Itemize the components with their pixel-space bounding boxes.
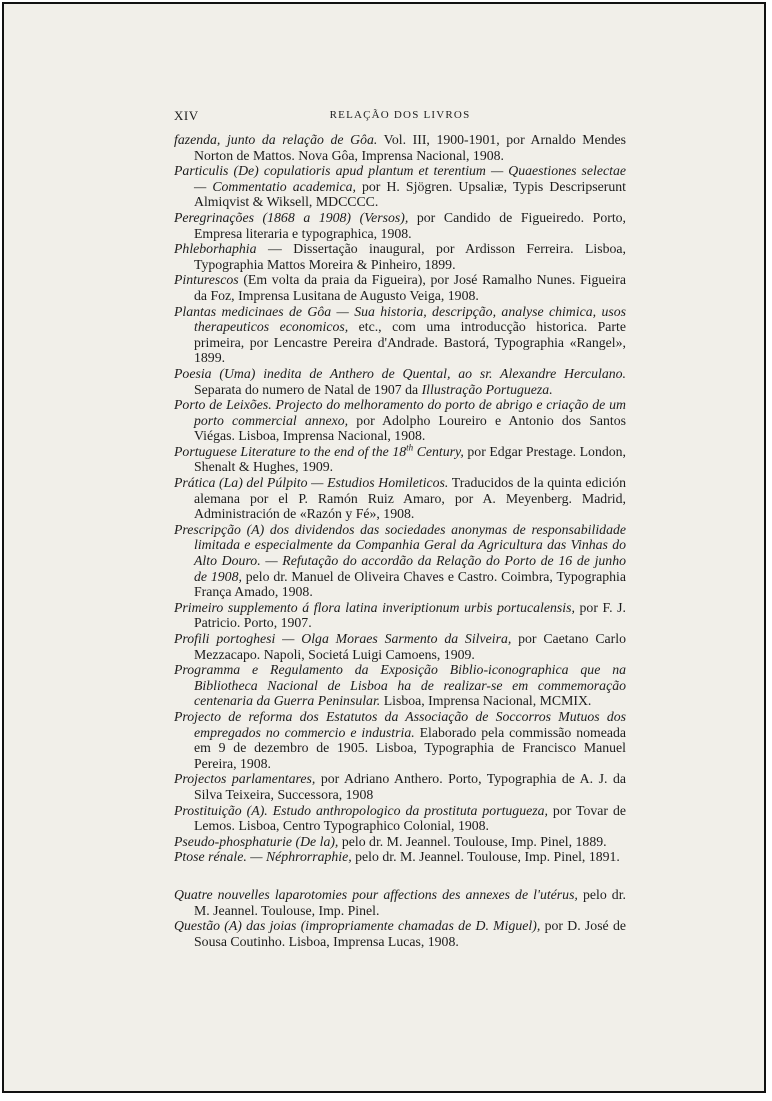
entry-details: etc., com uma introducção historica. Parte primeira, por Lencastre Pereira d'Andrade. Bastorá, Typographia «Rangel», 1899. — [194, 319, 626, 366]
entry-title: Primeiro supplemento á flora latina inveriptionum urbis portucalensis, — [174, 599, 575, 615]
page-number: XIV — [174, 108, 199, 123]
entry-title: Prostituição (A). Estudo anthropologico da prostituta portugueza, — [174, 802, 548, 818]
entry-title: Ptose rénale. — Néphrorraphie, — [174, 849, 352, 865]
entry-details: por Tovar de Lemos. Lisboa, Centro Typographico Colonial, 1908. — [194, 802, 626, 834]
entry-details: — Dissertação inaugural, por Ardisson Ferreira. Lisboa, Typographia Mattos Moreira & Pinheiro, 1899. — [194, 241, 626, 272]
entry-title: fazenda, junto da relação de Gôa. — [174, 132, 378, 147]
bibliography-entry — [174, 709, 626, 771]
entry-details: por H. Sjögren. Upsaliæ, Typis Descripserunt Almiqvist & Wiksell, MDCCCC. — [194, 178, 626, 210]
entry-title: Projecto de reforma dos Estatutos da Associação de Soccorros Mutuos dos empregados no commercio e industria. — [174, 708, 626, 740]
entry-title: Particulis (De) copulatioris apud plantum et terentium — Quaestiones selectae — Commentatio academica, — [174, 163, 626, 194]
entry-title: Poesia (Uma) inedita de Anthero de Quental, ao sr. Alexandre Herculano. — [174, 365, 626, 381]
book-page — [2, 2, 766, 1093]
entry-details: por Adriano Anthero. Porto, Typographia de A. J. da Silva Teixeira, Successora, 1908 — [194, 771, 626, 802]
entry-title: Peregrinações (1868 a 1908) (Versos), — [174, 209, 409, 225]
entry-details: pelo dr. M. Jeannel. Toulouse, Imp. Pinel, 1889. — [338, 833, 607, 849]
bibliography-entry — [174, 522, 626, 600]
bibliography-entry — [174, 132, 626, 163]
entry-details: pelo dr. M. Jeannel. Toulouse, Imp. Pinel. — [194, 886, 626, 918]
bibliography-entry — [174, 631, 626, 662]
entry-title: Prática (La) del Púlpito — Estudios Homileticos. — [174, 475, 449, 491]
bibliography-entry — [174, 475, 626, 522]
entry-details: por Edgar Prestage. London, Shenalt & Hughes, 1909. — [194, 443, 626, 475]
entry-details: Lisboa, Imprensa Nacional, MCMIX. — [380, 693, 592, 709]
entry-details: Elaborado pela commissão nomeada em 9 de dezembro de 1905. Lisboa, Typographia de Francisco Manuel Pereira, 1908. — [194, 724, 626, 771]
entry-title-superscript: th — [406, 442, 414, 453]
running-title: RELAÇÃO DOS LIVROS — [329, 109, 471, 121]
entry-details: por Adolpho Loureiro e Antonio dos Santos Viégas. Lisboa, Imprensa Nacional, 1908. — [194, 412, 626, 444]
entry-title: Quatre nouvelles laparotomies pour affections des annexes de l'utérus, — [174, 886, 578, 902]
bibliography-entry — [174, 662, 626, 709]
bibliography-entry — [174, 887, 626, 918]
bibliography-entry — [174, 803, 626, 834]
entry-title: Plantas medicinaes de Gôa — Sua historia, descripção, analyse chimica, usos therapeuticos economicos, — [174, 303, 626, 335]
page-header — [174, 108, 626, 128]
bibliography-entry — [174, 444, 626, 475]
entry-title: Pinturescos — [174, 272, 239, 288]
entry-title: Profili portoghesi — Olga Moraes Sarmento da Silveira, — [174, 631, 512, 646]
bibliography-entry — [174, 366, 626, 397]
entry-title: Projectos parlamentares, — [174, 771, 316, 787]
bibliography-entry — [174, 600, 626, 631]
bibliography-entry — [174, 163, 626, 210]
entry-details: pelo dr. M. Jeannel. Toulouse, Imp. Pinel, 1891. — [351, 849, 620, 865]
entry-title: Prescripção (A) dos dividendos das sociedades anonymas de responsabilidade limitada e especialmente da Companhia Geral da Agricultura das Vinhas do Alto Douro. — Refutação do accordão da Relação do Porto de 16 de junho de 1908, — [174, 521, 626, 584]
entry-title: Porto de Leixões. Projecto do melhoramento do porto de abrigo e criação de um porto commercial annexo, — [174, 397, 626, 428]
bibliography-entry — [174, 272, 626, 303]
entry-details: por F. J. Patricio. Porto, 1907. — [194, 599, 627, 631]
entry-title: Portuguese Literature to the end of the 18 — [174, 443, 407, 459]
entry-title: Programma e Regulamento da Exposição Biblio-iconographica que na Bibliotheca Nacional de Lisboa ha de realizar-se em commemoração centenaria da Guerra Peninsular. — [174, 662, 626, 709]
bibliography-list — [174, 132, 626, 949]
entry-title-tail: Century, — [413, 443, 464, 459]
entry-details: por Candido de Figueiredo. Porto, Empresa literaria e typographica, 1908. — [194, 209, 627, 241]
bibliography-entry — [174, 241, 626, 272]
entry-details: por Caetano Carlo Mezzacapo. Napoli, Societá Luigi Camoens, 1909. — [194, 631, 626, 662]
entry-title: Questão (A) das joias (impropriamente chamadas de D. Miguel), — [174, 918, 541, 934]
entry-title-secondary: Illustração Portugueza. — [421, 381, 553, 397]
bibliography-entry — [174, 834, 626, 850]
bibliography-entry — [174, 397, 626, 444]
entry-title: Pseudo-phosphaturie (De la), — [174, 833, 339, 849]
bibliography-entry — [174, 210, 626, 241]
entry-details: pelo dr. Manuel de Oliveira Chaves e Castro. Coimbra, Typographia França Amado, 1908. — [194, 568, 626, 600]
entry-details: Traducidos de la quinta edición alemana por el P. Ramón Ruiz Amaro, por A. Meyenberg. Madrid, Administración de «Razón y Fé», 1908. — [194, 475, 626, 522]
bibliography-entry — [174, 304, 626, 366]
entry-details: (Em volta da praia da Figueira), por José Ramalho Nunes. Figueira da Foz, Imprensa Lusitana de Augusto Veiga, 1908. — [194, 272, 626, 303]
bibliography-entry — [174, 849, 626, 865]
entry-details: Separata do numero de Natal de 1907 da — [194, 381, 422, 397]
entry-details: Vol. III, 1900-1901, por Arnaldo Mendes Norton de Mattos. Nova Gôa, Imprensa Nacional, 1908. — [194, 132, 626, 163]
bibliography-entry — [174, 918, 626, 949]
entry-details: por D. José de Sousa Coutinho. Lisboa, Imprensa Lucas, 1908. — [194, 918, 626, 949]
bibliography-entry — [174, 771, 626, 802]
entry-title: Phleborhaphia — [174, 241, 257, 257]
